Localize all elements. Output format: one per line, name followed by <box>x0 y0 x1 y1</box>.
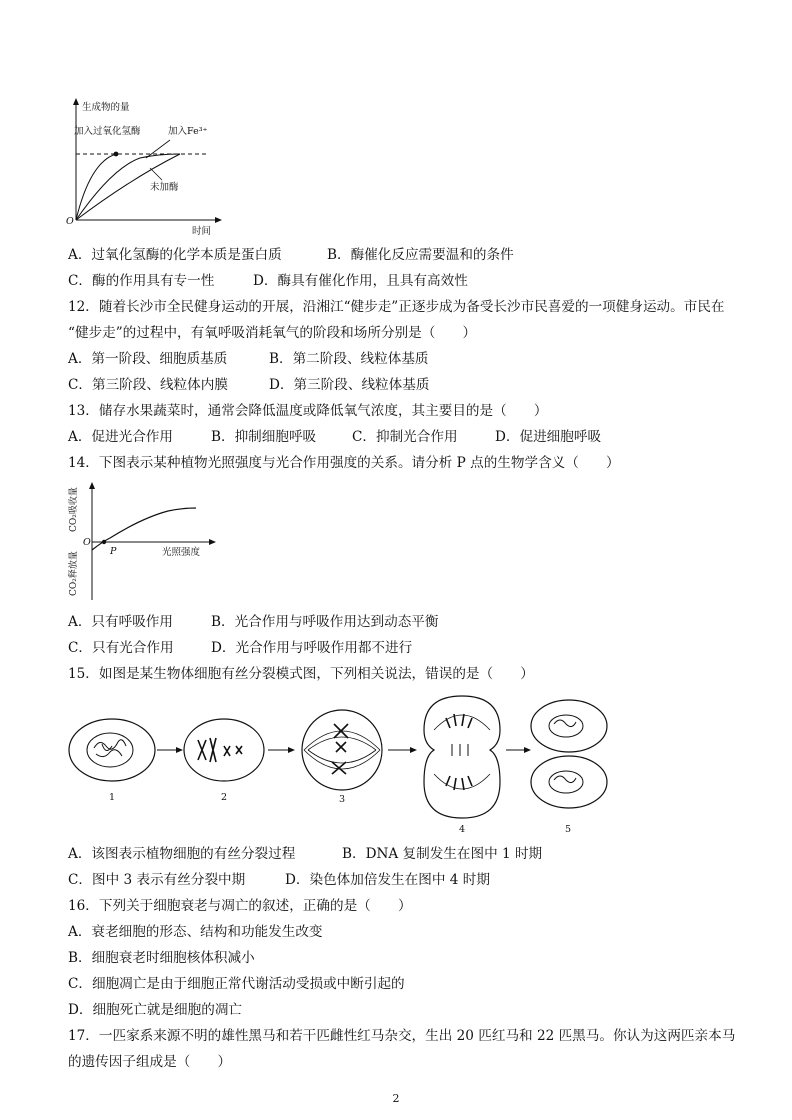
q13-option-b: B．抑制细胞呼吸 <box>211 429 317 445</box>
q16-option-b: B．细胞衰老时细胞核体积减小 <box>68 950 255 966</box>
q15-option-a: A．该图表示植物细胞的有丝分裂过程 <box>68 846 296 862</box>
mitosis-cell-3 <box>302 710 382 790</box>
q14-option-c: C．只有光合作用 <box>68 640 174 656</box>
light-point-p: P <box>110 546 117 557</box>
light-y-up-label: CO₂吸收量 <box>69 487 79 532</box>
mitosis-cell-2 <box>184 719 264 781</box>
enzyme-origin: O <box>66 216 74 227</box>
light-x-label: 光照强度 <box>162 547 201 558</box>
q16-stem: 16．下列关于细胞衰老与凋亡的叙述，正确的是（ ） <box>68 898 412 914</box>
q12-stem-line2: “健步走”的过程中，有氧呼吸消耗氧气的阶段和场所分别是（ ） <box>68 325 477 341</box>
q12-option-b: B．第二阶段、线粒体基质 <box>269 351 429 367</box>
q14-stem: 14．下图表示某种植物光照强度与光合作用强度的关系。请分析 P 点的生物学含义（ ） <box>68 455 620 471</box>
mitosis-label-3: 3 <box>339 794 346 805</box>
q11-option-a: A．过氧化氢酶的化学本质是蛋白质 <box>68 247 282 263</box>
enzyme-none-label: 未加酶 <box>150 182 179 193</box>
q13-option-d: D．促进细胞呼吸 <box>495 429 602 445</box>
q16-option-a: A．衰老细胞的形态、结构和功能发生改变 <box>68 924 323 940</box>
q14-option-a: A．只有呼吸作用 <box>68 614 173 630</box>
enzyme-y-label: 生成物的量 <box>82 102 130 113</box>
mitosis-cell-4 <box>424 696 500 818</box>
enzyme-h2o2-label: 加入过氧化氢酶 <box>74 126 141 137</box>
q13-stem: 13．储存水果蔬菜时，通常会降低温度或降低氧气浓度，其主要目的是（ ） <box>68 403 548 419</box>
q12-option-d: D．第三阶段、线粒体基质 <box>269 377 430 393</box>
q15-option-d: D．染色体加倍发生在图中 4 时期 <box>285 872 490 888</box>
q12-option-a: A．第一阶段、细胞质基质 <box>68 351 228 367</box>
q13-option-c: C．抑制光合作用 <box>352 429 458 445</box>
light-origin: O <box>83 537 91 548</box>
mitosis-label-5: 5 <box>565 824 572 835</box>
q15-option-b: B．DNA 复制发生在图中 1 时期 <box>342 846 543 862</box>
mitosis-cell-5 <box>531 700 607 808</box>
q17-stem-line1: 17．一匹家系来源不明的雄性黑马和若干匹雌性红马杂交，生出 20 匹红马和 22 匹黑马。你认为这两匹亲本马 <box>68 1028 736 1044</box>
q16-option-c: C．细胞凋亡是由于细胞正常代谢活动受损或中断引起的 <box>68 976 405 992</box>
q14-option-d: D．光合作用与呼吸作用都不进行 <box>211 640 413 656</box>
mitosis-label-1: 1 <box>109 792 116 803</box>
mitosis-label-4: 4 <box>459 824 466 835</box>
mitosis-figure <box>62 690 612 836</box>
page-number: 2 <box>392 1092 400 1105</box>
mitosis-cell-1 <box>69 719 155 781</box>
light-y-down-label: CO₂释放量 <box>69 551 79 596</box>
q14-option-b: B．光合作用与呼吸作用达到动态平衡 <box>211 614 439 630</box>
q15-stem: 15．如图是某生物体细胞有丝分裂模式图，下列相关说法，错误的是（ ） <box>68 666 534 682</box>
enzyme-fe-label: 加入Fe³⁺ <box>168 126 208 137</box>
enzyme-x-label: 时间 <box>192 226 212 236</box>
enzyme-reaction-figure <box>62 96 242 236</box>
q11-option-b: B．酶催化反应需要温和的条件 <box>327 247 514 263</box>
q16-option-d: D．细胞死亡就是细胞的凋亡 <box>68 1002 243 1018</box>
q12-option-c: C．第三阶段、线粒体内膜 <box>68 377 228 393</box>
q13-option-a: A．促进光合作用 <box>68 429 173 445</box>
mitosis-label-2: 2 <box>221 792 228 803</box>
light-intensity-figure <box>62 478 222 604</box>
q15-option-c: C．图中 3 表示有丝分裂中期 <box>68 872 246 888</box>
q12-stem-line1: 12．随着长沙市全民健身运动的开展，沿湘江“健步走”正逐步成为备受长沙市民喜爱的一项健身运动。市民在 <box>68 299 725 315</box>
q11-option-c: C．酶的作用具有专一性 <box>68 273 215 289</box>
q11-option-d: D．酶具有催化作用，且具有高效性 <box>253 273 468 289</box>
q17-stem-line2: 的遗传因子组成是（ ） <box>68 1054 232 1070</box>
